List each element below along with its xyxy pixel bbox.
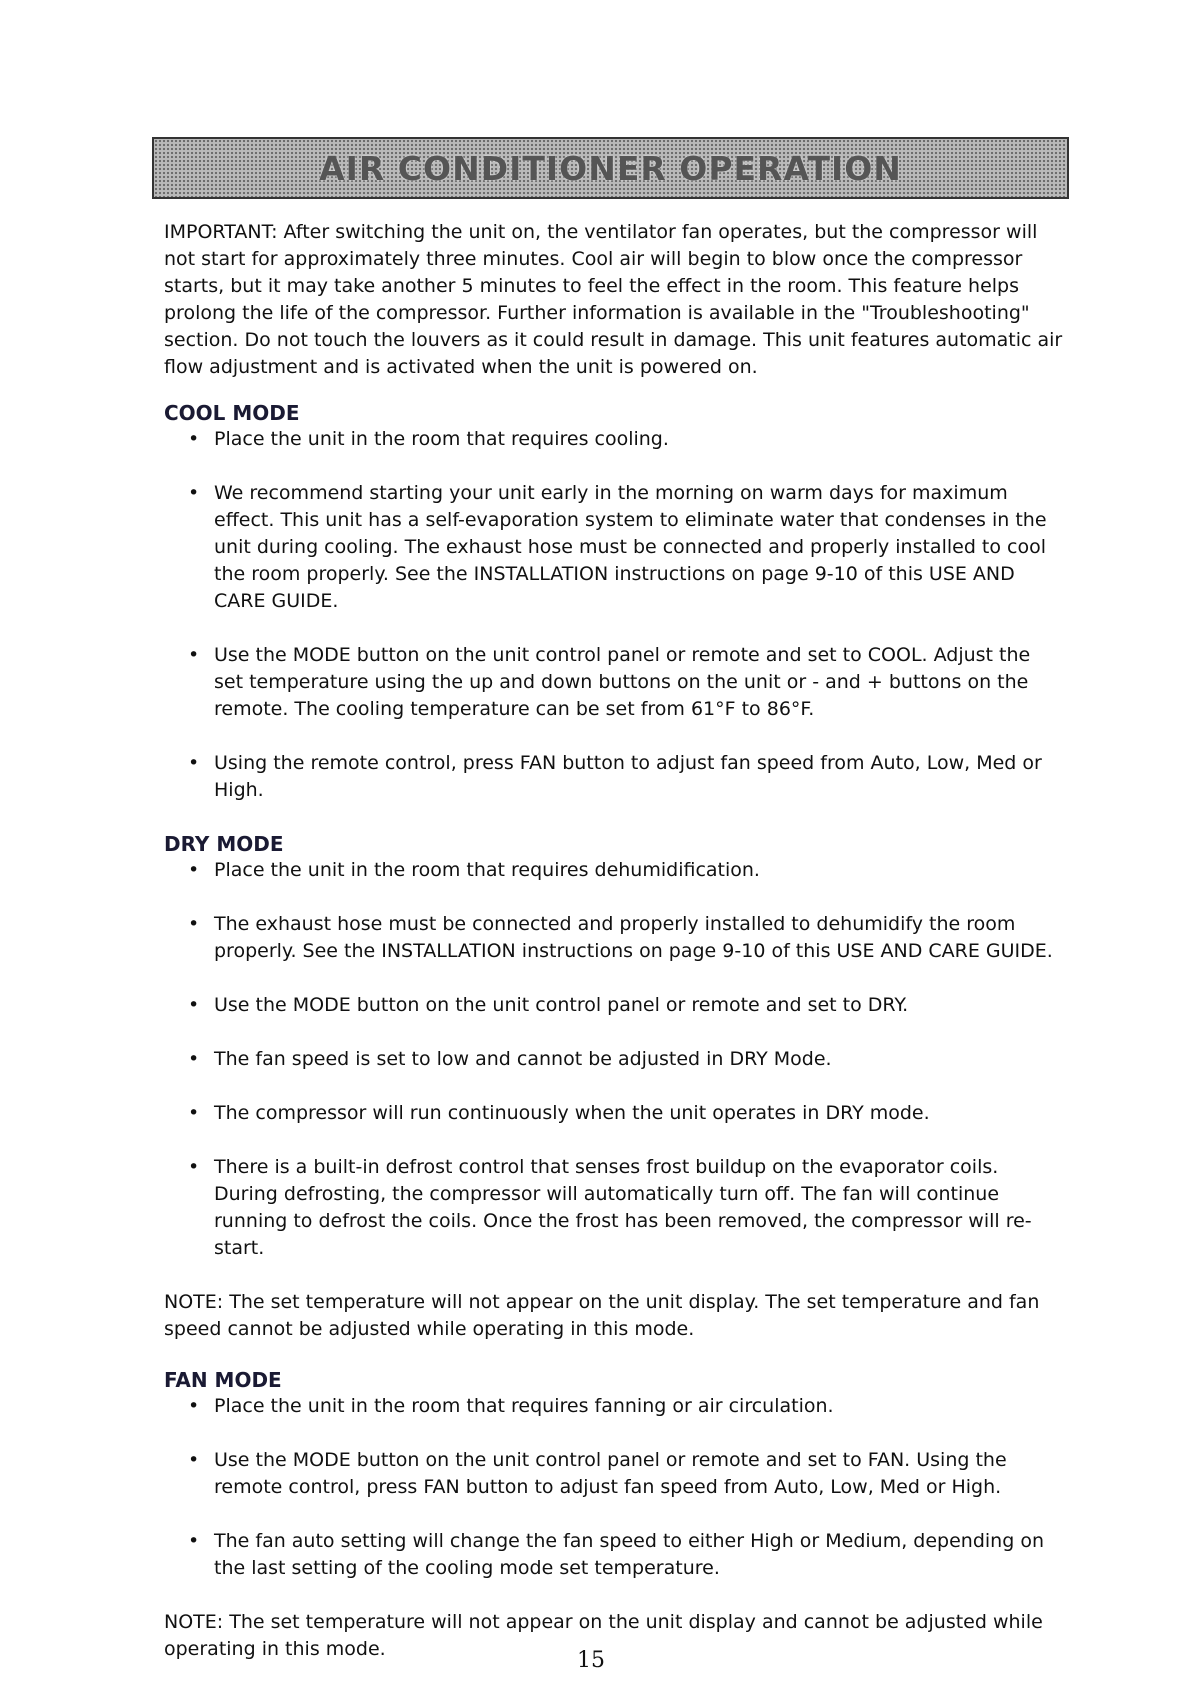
list-item: • Place the unit in the room that requires dehumidification. [164, 857, 1064, 884]
page-title: AIR CONDITIONER OPERATION [319, 148, 902, 188]
list-item: • Using the remote control, press FAN button to adjust fan speed from Auto, Low, Med or High. [164, 750, 1064, 804]
fan-mode-note: NOTE: The set temperature will not appear on the unit display and cannot be adjusted while operating in this mode. [164, 1611, 1043, 1660]
list-item: • Use the MODE button on the unit control panel or remote and set to DRY. [164, 992, 1064, 1019]
dry-mode-heading: DRY MODE [164, 832, 284, 856]
list-item: • Use the MODE button on the unit control panel or remote and set to COOL. Adjust the set temperature using the up and down buttons on the unit or - and + buttons on the remote. The cooling temperature can be set from 61°F to 86°F. [164, 642, 1064, 723]
dry-mode-list [164, 857, 1064, 1262]
list-item: • We recommend starting your unit early in the morning on warm days for maximum effect. This unit has a self-evaporation system to eliminate water that condenses in the unit during cooling. The exhaust hose must be connected and properly installed to cool the room properly. See the INSTALLATION instructions on page 9-10 of this USE AND CARE GUIDE. [164, 480, 1064, 615]
list-item: • The fan auto setting will change the fan speed to either High or Medium, depending on the last setting of the cooling mode set temperature. [164, 1528, 1064, 1582]
cool-mode-heading: COOL MODE [164, 401, 300, 425]
fan-mode-heading: FAN MODE [164, 1368, 282, 1392]
dry-mode-note: NOTE: The set temperature will not appear on the unit display. The set temperature and fan speed cannot be adjusted while operating in this mode. [164, 1291, 1040, 1340]
fan-mode-list [164, 1393, 1064, 1582]
list-item: • Use the MODE button on the unit control panel or remote and set to FAN. Using the remote control, press FAN button to adjust fan speed from Auto, Low, Med or High. [164, 1447, 1064, 1501]
main-content [164, 219, 1064, 1687]
list-item: • The exhaust hose must be connected and properly installed to dehumidify the room properly. See the INSTALLATION instructions on page 9-10 of this USE AND CARE GUIDE. [164, 911, 1064, 965]
title-banner [152, 137, 1069, 199]
important-paragraph: IMPORTANT: After switching the unit on, the ventilator fan operates, but the compressor will not start for approximately three minutes. Cool air will begin to blow once the compressor starts, but it may take another 5 minutes to feel the effect in the room. This feature helps prolong the life of the compressor. Further information is available in the "Troubleshooting" section. Do not touch the louvers as it could result in damage. This unit features automatic air flow adjustment and is activated when the unit is powered on. [164, 221, 1063, 378]
list-item: • There is a built-in defrost control that senses frost buildup on the evaporator coils. During defrosting, the compressor will automatically turn off. The fan will continue running to defrost the coils. Once the frost has been removed, the compressor will re-start. [164, 1154, 1064, 1262]
cool-mode-list [164, 426, 1064, 804]
list-item: • Place the unit in the room that requires cooling. [164, 426, 1064, 453]
list-item: • The fan speed is set to low and cannot be adjusted in DRY Mode. [164, 1046, 1064, 1073]
list-item: • Place the unit in the room that requires fanning or air circulation. [164, 1393, 1064, 1420]
list-item: • The compressor will run continuously when the unit operates in DRY mode. [164, 1100, 1064, 1127]
page-number: 15 [577, 1648, 605, 1673]
